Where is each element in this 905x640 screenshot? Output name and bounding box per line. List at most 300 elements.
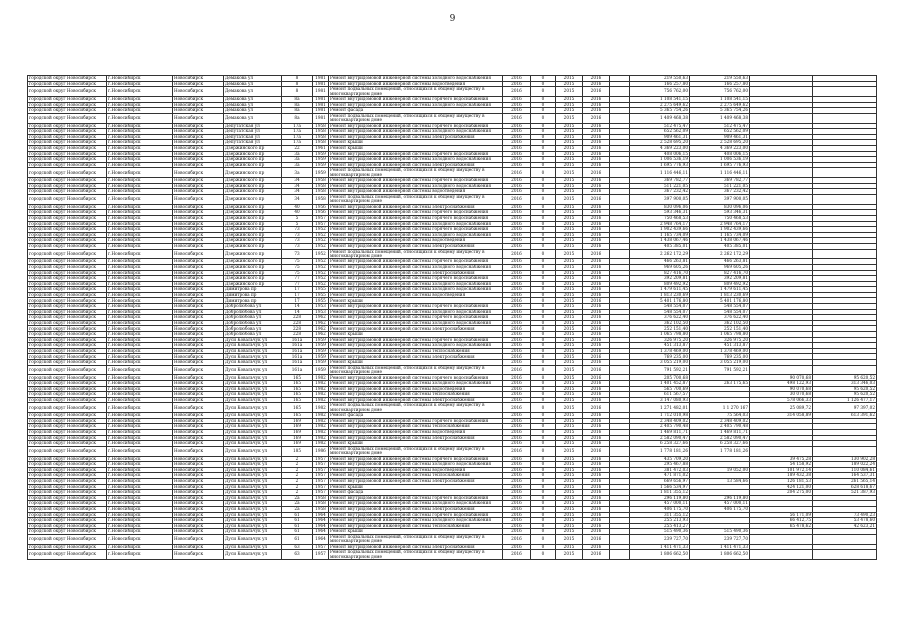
cell-funding-3	[750, 534, 813, 544]
cell-funding-3: 39 475,28	[750, 456, 813, 462]
cell-value-a: 0	[531, 403, 556, 413]
cell-plan-year: 2016	[503, 87, 531, 97]
cell-building-year: 1956	[313, 204, 329, 210]
cell-year-start: 2015	[556, 360, 583, 366]
cell-year-start: 2015	[556, 123, 583, 129]
cell-settlement: Новосибирск	[173, 490, 224, 496]
cell-funding-4: 95 620,52	[813, 392, 877, 398]
cell-building-year: 1962	[313, 320, 329, 326]
cell-street: Дуси Ковальчук ул	[224, 348, 282, 354]
cell-street: Дуси Ковальчук ул	[224, 375, 282, 381]
cell-plan-year: 2016	[503, 276, 531, 282]
cell-year-start: 2015	[556, 210, 583, 216]
cell-street: Дуси Ковальчук ул	[224, 441, 282, 447]
cell-house: 8а	[282, 113, 313, 123]
cell-house: 34	[282, 189, 313, 195]
cell-value-a: 0	[531, 512, 556, 518]
cell-house: 169	[282, 441, 313, 447]
cell-funding-1: 381 472,03	[630, 467, 690, 473]
cell-street: Дуси Ковальчук ул	[224, 403, 282, 413]
cell-value-a: 0	[531, 462, 556, 468]
cell-value-a: 0	[531, 501, 556, 507]
cell-year-start: 2015	[556, 332, 583, 338]
cell-city: г.Новосибирск	[107, 134, 173, 140]
cell-settlement: Новосибирск	[173, 403, 224, 413]
cell-funding-4	[813, 168, 877, 178]
cell-year-end: 2016	[583, 534, 610, 544]
cell-value-a: 0	[531, 221, 556, 227]
cell-funding-3	[750, 550, 813, 560]
cell-building-year: 1962	[313, 315, 329, 321]
cell-year-end: 2016	[583, 151, 610, 157]
cell-funding-2: 369 782,77	[690, 178, 750, 184]
cell-house: 169	[282, 435, 313, 441]
cell-city: г.Новосибирск	[107, 518, 173, 524]
cell-year-end: 2016	[583, 134, 610, 140]
cell-year-start: 2015	[556, 108, 583, 114]
cell-funding-2: 326 975,20	[690, 337, 750, 343]
cell-description: Ремонт внутридомовой инженерной системы водоотведения	[329, 238, 503, 244]
cell-year-end: 2016	[583, 183, 610, 189]
cell-street: Дуси Ковальчук ул	[224, 446, 282, 456]
cell-funding-2: 408 006,15	[690, 151, 750, 157]
cell-funding-1: 166 257,80	[630, 81, 690, 87]
cell-house: 34	[282, 178, 313, 184]
cell-description: Ремонт внутридомовой инженерной системы горячего водоснабжения	[329, 178, 503, 184]
cell-year-start: 2015	[556, 232, 583, 238]
cell-funding-1: 219 550,63	[630, 76, 690, 82]
cell-settlement: Новосибирск	[173, 287, 224, 293]
cell-city: г.Новосибирск	[107, 215, 173, 221]
cell-district: городской округ Новосибирск	[28, 259, 107, 265]
cell-house: 75	[282, 264, 313, 270]
cell-district: городской округ Новосибирск	[28, 550, 107, 560]
cell-house: 2	[282, 462, 313, 468]
cell-description: Ремонт подвальных помещений, относящихся к общему имуществу в многоквартирном доме	[329, 365, 503, 375]
cell-building-year: 1958	[313, 189, 329, 195]
cell-settlement: Новосибирск	[173, 123, 224, 129]
cell-building-year: 1982	[313, 392, 329, 398]
cell-year-end: 2016	[583, 232, 610, 238]
cell-settlement: Новосибирск	[173, 326, 224, 332]
cell-funding-1: 909 461,31	[630, 134, 690, 140]
cell-funding-2: 296 119,80	[690, 495, 750, 501]
cell-plan-year: 2016	[503, 501, 531, 507]
cell-value-a: 0	[531, 157, 556, 163]
cell-street: Добролюбова ул	[224, 332, 282, 338]
cell-building-year: 1958	[313, 134, 329, 140]
cell-description: Ремонт внутридомовой инженерной системы горячего водоснабжения	[329, 259, 503, 265]
cell-city: г.Новосибирск	[107, 227, 173, 233]
cell-city: г.Новосибирск	[107, 332, 173, 338]
cell-house: 40	[282, 204, 313, 210]
cell-year-end: 2016	[583, 518, 610, 524]
cell-house: 165	[282, 381, 313, 387]
cell-funding-1: 435 709,20	[630, 456, 690, 462]
cell-building-year: 1952	[313, 270, 329, 276]
cell-value-a: 0	[531, 429, 556, 435]
cell-funding-4	[813, 446, 877, 456]
cell-house: 2	[282, 478, 313, 484]
cell-funding-2: 827 416,70	[690, 270, 750, 276]
cell-building-year: 1955	[313, 298, 329, 304]
cell-plan-year: 2016	[503, 456, 531, 462]
cell-city: г.Новосибирск	[107, 281, 173, 287]
cell-settlement: Новосибирск	[173, 529, 224, 535]
cell-description: Ремонт внутридомовой инженерной системы электроснабжения	[329, 544, 503, 550]
cell-district: городской округ Новосибирск	[28, 495, 107, 501]
cell-funding-2: 6 258 327,66	[690, 441, 750, 447]
cell-description: Ремонт внутридомовой инженерной системы горячего водоснабжения	[329, 337, 503, 343]
cell-year-end: 2016	[583, 435, 610, 441]
cell-funding-1: 750 468,53	[630, 215, 690, 221]
cell-house: 8а	[282, 97, 313, 103]
cell-plan-year: 2016	[503, 403, 531, 413]
cell-funding-2: 1 411 471,33	[690, 544, 750, 550]
cell-street: Депутатская ул	[224, 129, 282, 135]
cell-year-start: 2015	[556, 429, 583, 435]
cell-year-start: 2015	[556, 320, 583, 326]
cell-value-a: 0	[531, 259, 556, 265]
cell-value-a: 0	[531, 467, 556, 473]
cell-house: 228	[282, 326, 313, 332]
cell-funding-2: 219 550,63	[690, 76, 750, 82]
cell-plan-year: 2016	[503, 348, 531, 354]
cell-value-a: 0	[531, 315, 556, 321]
cell-funding-1: 791 592,21	[630, 365, 690, 375]
cell-value-a: 0	[531, 456, 556, 462]
cell-year-start: 2015	[556, 403, 583, 413]
cell-street: Дзержинского пр	[224, 264, 282, 270]
cell-district: городской округ Новосибирск	[28, 162, 107, 168]
cell-description: Ремонт крыши	[329, 140, 503, 146]
cell-funding-2: 3 055 219,00	[690, 360, 750, 366]
cell-house: 8	[282, 87, 313, 97]
cell-funding-2: 2 348 409,02	[690, 418, 750, 424]
cell-funding-2: 263 175,65	[690, 381, 750, 387]
cell-year-end: 2016	[583, 270, 610, 276]
cell-funding-1: 669 656,97	[630, 478, 690, 484]
cell-plan-year: 2016	[503, 194, 531, 204]
cell-description: Ремонт фасада	[329, 490, 503, 496]
cell-year-end: 2016	[583, 243, 610, 249]
cell-city: г.Новосибирск	[107, 397, 173, 403]
cell-description: Ремонт внутридомовой инженерной системы холодного водоснабжения	[329, 281, 503, 287]
cell-settlement: Новосибирск	[173, 113, 224, 123]
cell-funding-2: 1 006 536,19	[690, 157, 750, 163]
cell-year-end: 2016	[583, 249, 610, 259]
cell-year-start: 2015	[556, 337, 583, 343]
cell-building-year: 1957	[313, 473, 329, 479]
cell-plan-year: 2016	[503, 418, 531, 424]
cell-district: городской округ Новосибирск	[28, 108, 107, 114]
cell-description: Ремонт внутридомовой инженерной системы холодного водоснабжения	[329, 221, 503, 227]
cell-funding-2: 406 175,70	[690, 506, 750, 512]
cell-year-end: 2016	[583, 304, 610, 310]
cell-plan-year: 2016	[503, 484, 531, 490]
cell-funding-2: 2 262 172,29	[690, 249, 750, 259]
cell-plan-year: 2016	[503, 478, 531, 484]
cell-settlement: Новосибирск	[173, 518, 224, 524]
cell-house: 228	[282, 332, 313, 338]
cell-year-end: 2016	[583, 529, 610, 535]
cell-year-start: 2015	[556, 140, 583, 146]
cell-description: Ремонт крыши	[329, 441, 503, 447]
cell-street: Добролюбова ул	[224, 326, 282, 332]
cell-street: Дуси Ковальчук ул	[224, 360, 282, 366]
cell-year-start: 2015	[556, 375, 583, 381]
cell-year-start: 2015	[556, 183, 583, 189]
cell-funding-1: 593 346,31	[630, 210, 690, 216]
cell-building-year: 1959	[313, 365, 329, 375]
cell-plan-year: 2016	[503, 243, 531, 249]
cell-plan-year: 2016	[503, 473, 531, 479]
cell-district: городской округ Новосибирск	[28, 292, 107, 298]
cell-year-start: 2015	[556, 381, 583, 387]
cell-house: 8	[282, 81, 313, 87]
cell-building-year: 1964	[313, 523, 329, 529]
cell-settlement: Новосибирск	[173, 550, 224, 560]
cell-description: Ремонт подвальных помещений, относящихся к общему имуществу в многоквартирном доме	[329, 113, 503, 123]
cell-description: Ремонт внутридомовой инженерной системы водоотведения	[329, 292, 503, 298]
cell-street: Дуси Ковальчук ул	[224, 529, 282, 535]
cell-plan-year: 2016	[503, 81, 531, 87]
cell-year-end: 2016	[583, 418, 610, 424]
cell-house: 17а	[282, 129, 313, 135]
cell-house: 3а	[282, 168, 313, 178]
cell-year-end: 2016	[583, 264, 610, 270]
cell-description: Ремонт внутридомовой инженерной системы электроснабжения	[329, 134, 503, 140]
cell-city: г.Новосибирск	[107, 210, 173, 216]
cell-street: Дуси Ковальчук ул	[224, 462, 282, 468]
cell-plan-year: 2016	[503, 168, 531, 178]
cell-year-end: 2016	[583, 129, 610, 135]
cell-city: г.Новосибирск	[107, 523, 173, 529]
cell-funding-4	[813, 534, 877, 544]
cell-street: Дзержинского пр	[224, 221, 282, 227]
cell-description: Ремонт крыши	[329, 529, 503, 535]
cell-settlement: Новосибирск	[173, 456, 224, 462]
cell-total	[610, 168, 630, 178]
cell-settlement: Новосибирск	[173, 413, 224, 419]
cell-city: г.Новосибирск	[107, 441, 173, 447]
cell-city: г.Новосибирск	[107, 168, 173, 178]
cell-city: г.Новосибирск	[107, 108, 173, 114]
cell-value-a: 0	[531, 441, 556, 447]
cell-funding-1: 2 948 764,17	[630, 221, 690, 227]
cell-street: Дуси Ковальчук ул	[224, 456, 282, 462]
cell-district: городской округ Новосибирск	[28, 102, 107, 108]
cell-year-end: 2016	[583, 162, 610, 168]
cell-house: 165	[282, 403, 313, 413]
cell-year-end: 2016	[583, 215, 610, 221]
cell-plan-year: 2016	[503, 332, 531, 338]
cell-funding-2: 405 385,01	[690, 243, 750, 249]
cell-funding-4: 628 618,67	[813, 484, 877, 490]
cell-description: Ремонт крыши	[329, 298, 503, 304]
cell-value-a: 0	[531, 343, 556, 349]
cell-street: Дуси Ковальчук ул	[224, 512, 282, 518]
cell-description: Ремонт крыши	[329, 145, 503, 151]
cell-city: г.Новосибирск	[107, 113, 173, 123]
cell-district: городской округ Новосибирск	[28, 81, 107, 87]
cell-settlement: Новосибирск	[173, 348, 224, 354]
cell-year-start: 2015	[556, 292, 583, 298]
cell-settlement: Новосибирск	[173, 87, 224, 97]
cell-funding-2: 769 235,00	[690, 354, 750, 360]
cell-year-end: 2016	[583, 168, 610, 178]
cell-settlement: Новосибирск	[173, 238, 224, 244]
cell-district: городской округ Новосибирск	[28, 183, 107, 189]
cell-city: г.Новосибирск	[107, 320, 173, 326]
cell-year-end: 2016	[583, 332, 610, 338]
cell-year-start: 2015	[556, 435, 583, 441]
cell-building-year: 1957	[313, 490, 329, 496]
cell-street: Дуси Ковальчук ул	[224, 381, 282, 387]
cell-house: 165	[282, 386, 313, 392]
cell-building-year: 1982	[313, 418, 329, 424]
cell-plan-year: 2016	[503, 381, 531, 387]
cell-plan-year: 2016	[503, 204, 531, 210]
cell-value-a: 0	[531, 523, 556, 529]
cell-year-start: 2015	[556, 76, 583, 82]
cell-district: городской округ Новосибирск	[28, 441, 107, 447]
cell-funding-1: 2 275 649,62	[630, 102, 690, 108]
cell-year-start: 2015	[556, 386, 583, 392]
cell-street: Дзержинского пр	[224, 215, 282, 221]
cell-year-end: 2016	[583, 76, 610, 82]
cell-building-year: 1957	[313, 544, 329, 550]
cell-year-end: 2016	[583, 550, 610, 560]
cell-house: 75	[282, 270, 313, 276]
cell-description: Ремонт внутридомовой инженерной системы водоотведения	[329, 429, 503, 435]
cell-district: городской округ Новосибирск	[28, 151, 107, 157]
cell-city: г.Новосибирск	[107, 418, 173, 424]
cell-district: городской округ Новосибирск	[28, 348, 107, 354]
cell-total	[610, 87, 630, 97]
cell-building-year: 1958	[313, 183, 329, 189]
cell-house: 34	[282, 183, 313, 189]
cell-description: Ремонт подвальных помещений, относящихся к общему имуществу в многоквартирном доме	[329, 194, 503, 204]
cell-year-end: 2016	[583, 544, 610, 550]
cell-funding-2: 1 165 734,09	[690, 232, 750, 238]
cell-year-start: 2015	[556, 168, 583, 178]
cell-description: Ремонт внутридомовой инженерной системы холодного водоснабжения	[329, 129, 503, 135]
cell-house: 73	[282, 243, 313, 249]
cell-total	[610, 365, 630, 375]
cell-building-year: 1957	[313, 484, 329, 490]
cell-year-start: 2015	[556, 441, 583, 447]
cell-city: г.Новосибирск	[107, 232, 173, 238]
cell-funding-1: 565 700,69	[630, 386, 690, 392]
cell-street: Добролюбова ул	[224, 304, 282, 310]
cell-house: 17а	[282, 134, 313, 140]
cell-building-year: 1981	[313, 81, 329, 87]
cell-year-start: 2015	[556, 151, 583, 157]
cell-district: городской округ Новосибирск	[28, 315, 107, 321]
cell-house: 169	[282, 424, 313, 430]
cell-funding-2: 451 313,87	[690, 343, 750, 349]
cell-house: 3а	[282, 157, 313, 163]
cell-house: 17	[282, 292, 313, 298]
cell-funding-2: 1 438 067,46	[690, 238, 750, 244]
cell-settlement: Новосибирск	[173, 259, 224, 265]
cell-city: г.Новосибирск	[107, 189, 173, 195]
cell-street: Дуси Ковальчук ул	[224, 501, 282, 507]
cell-city: г.Новосибирск	[107, 501, 173, 507]
cell-building-year: 1981	[313, 113, 329, 123]
cell-year-start: 2015	[556, 544, 583, 550]
cell-funding-2: 909 461,31	[690, 134, 750, 140]
cell-funding-1: 652 562,09	[630, 129, 690, 135]
cell-settlement: Новосибирск	[173, 534, 224, 544]
cell-district: городской округ Новосибирск	[28, 456, 107, 462]
cell-description: Ремонт фасада	[329, 108, 503, 114]
cell-district: городской округ Новосибирск	[28, 157, 107, 163]
cell-building-year: 1958	[313, 495, 329, 501]
cell-year-end: 2016	[583, 467, 610, 473]
cell-funding-1: 1 065 798,80	[630, 332, 690, 338]
cell-year-start: 2015	[556, 392, 583, 398]
cell-house: 2	[282, 490, 313, 496]
cell-value-a: 0	[531, 81, 556, 87]
cell-building-year: 1959	[313, 162, 329, 168]
cell-city: г.Новосибирск	[107, 473, 173, 479]
cell-year-end: 2016	[583, 506, 610, 512]
cell-description: Ремонт внутридомовой инженерной системы электроснабжения	[329, 243, 503, 249]
cell-plan-year: 2016	[503, 343, 531, 349]
cell-building-year: 1959	[313, 360, 329, 366]
cell-value-a: 0	[531, 276, 556, 282]
cell-street: Дзержинского пр	[224, 243, 282, 249]
cell-house: 2	[282, 456, 313, 462]
cell-year-start: 2015	[556, 315, 583, 321]
cell-funding-1: 4 369 223,00	[630, 145, 690, 151]
cell-district: городской округ Новосибирск	[28, 544, 107, 550]
cell-plan-year: 2016	[503, 108, 531, 114]
cell-street: Дуси Ковальчук ул	[224, 386, 282, 392]
cell-house: 165	[282, 397, 313, 403]
cell-street: Дзержинского пр	[224, 204, 282, 210]
cell-value-a: 0	[531, 292, 556, 298]
cell-settlement: Новосибирск	[173, 264, 224, 270]
cell-year-start: 2015	[556, 238, 583, 244]
cell-year-start: 2015	[556, 243, 583, 249]
page-number: 9	[449, 14, 456, 24]
cell-building-year: 1958	[313, 129, 329, 135]
cell-district: городской округ Новосибирск	[28, 309, 107, 315]
cell-plan-year: 2016	[503, 157, 531, 163]
cell-year-start: 2015	[556, 102, 583, 108]
cell-city: г.Новосибирск	[107, 375, 173, 381]
cell-description: Ремонт внутридомовой инженерной системы холодного водоснабжения	[329, 343, 503, 349]
cell-house: 161а	[282, 354, 313, 360]
cell-city: г.Новосибирск	[107, 534, 173, 544]
cell-district: городской округ Новосибирск	[28, 134, 107, 140]
cell-plan-year: 2016	[503, 413, 531, 419]
cell-street: Димитрова пр	[224, 298, 282, 304]
cell-settlement: Новосибирск	[173, 276, 224, 282]
cell-description: Ремонт крыши	[329, 360, 503, 366]
cell-building-year: 1952	[313, 232, 329, 238]
cell-year-start: 2015	[556, 518, 583, 524]
cell-year-start: 2015	[556, 418, 583, 424]
cell-value-a: 0	[531, 534, 556, 544]
cell-year-start: 2015	[556, 523, 583, 529]
cell-funding-2: 1 116 446,11	[690, 168, 750, 178]
cell-funding-2: 397 900,05	[690, 194, 750, 204]
cell-total	[610, 446, 630, 456]
